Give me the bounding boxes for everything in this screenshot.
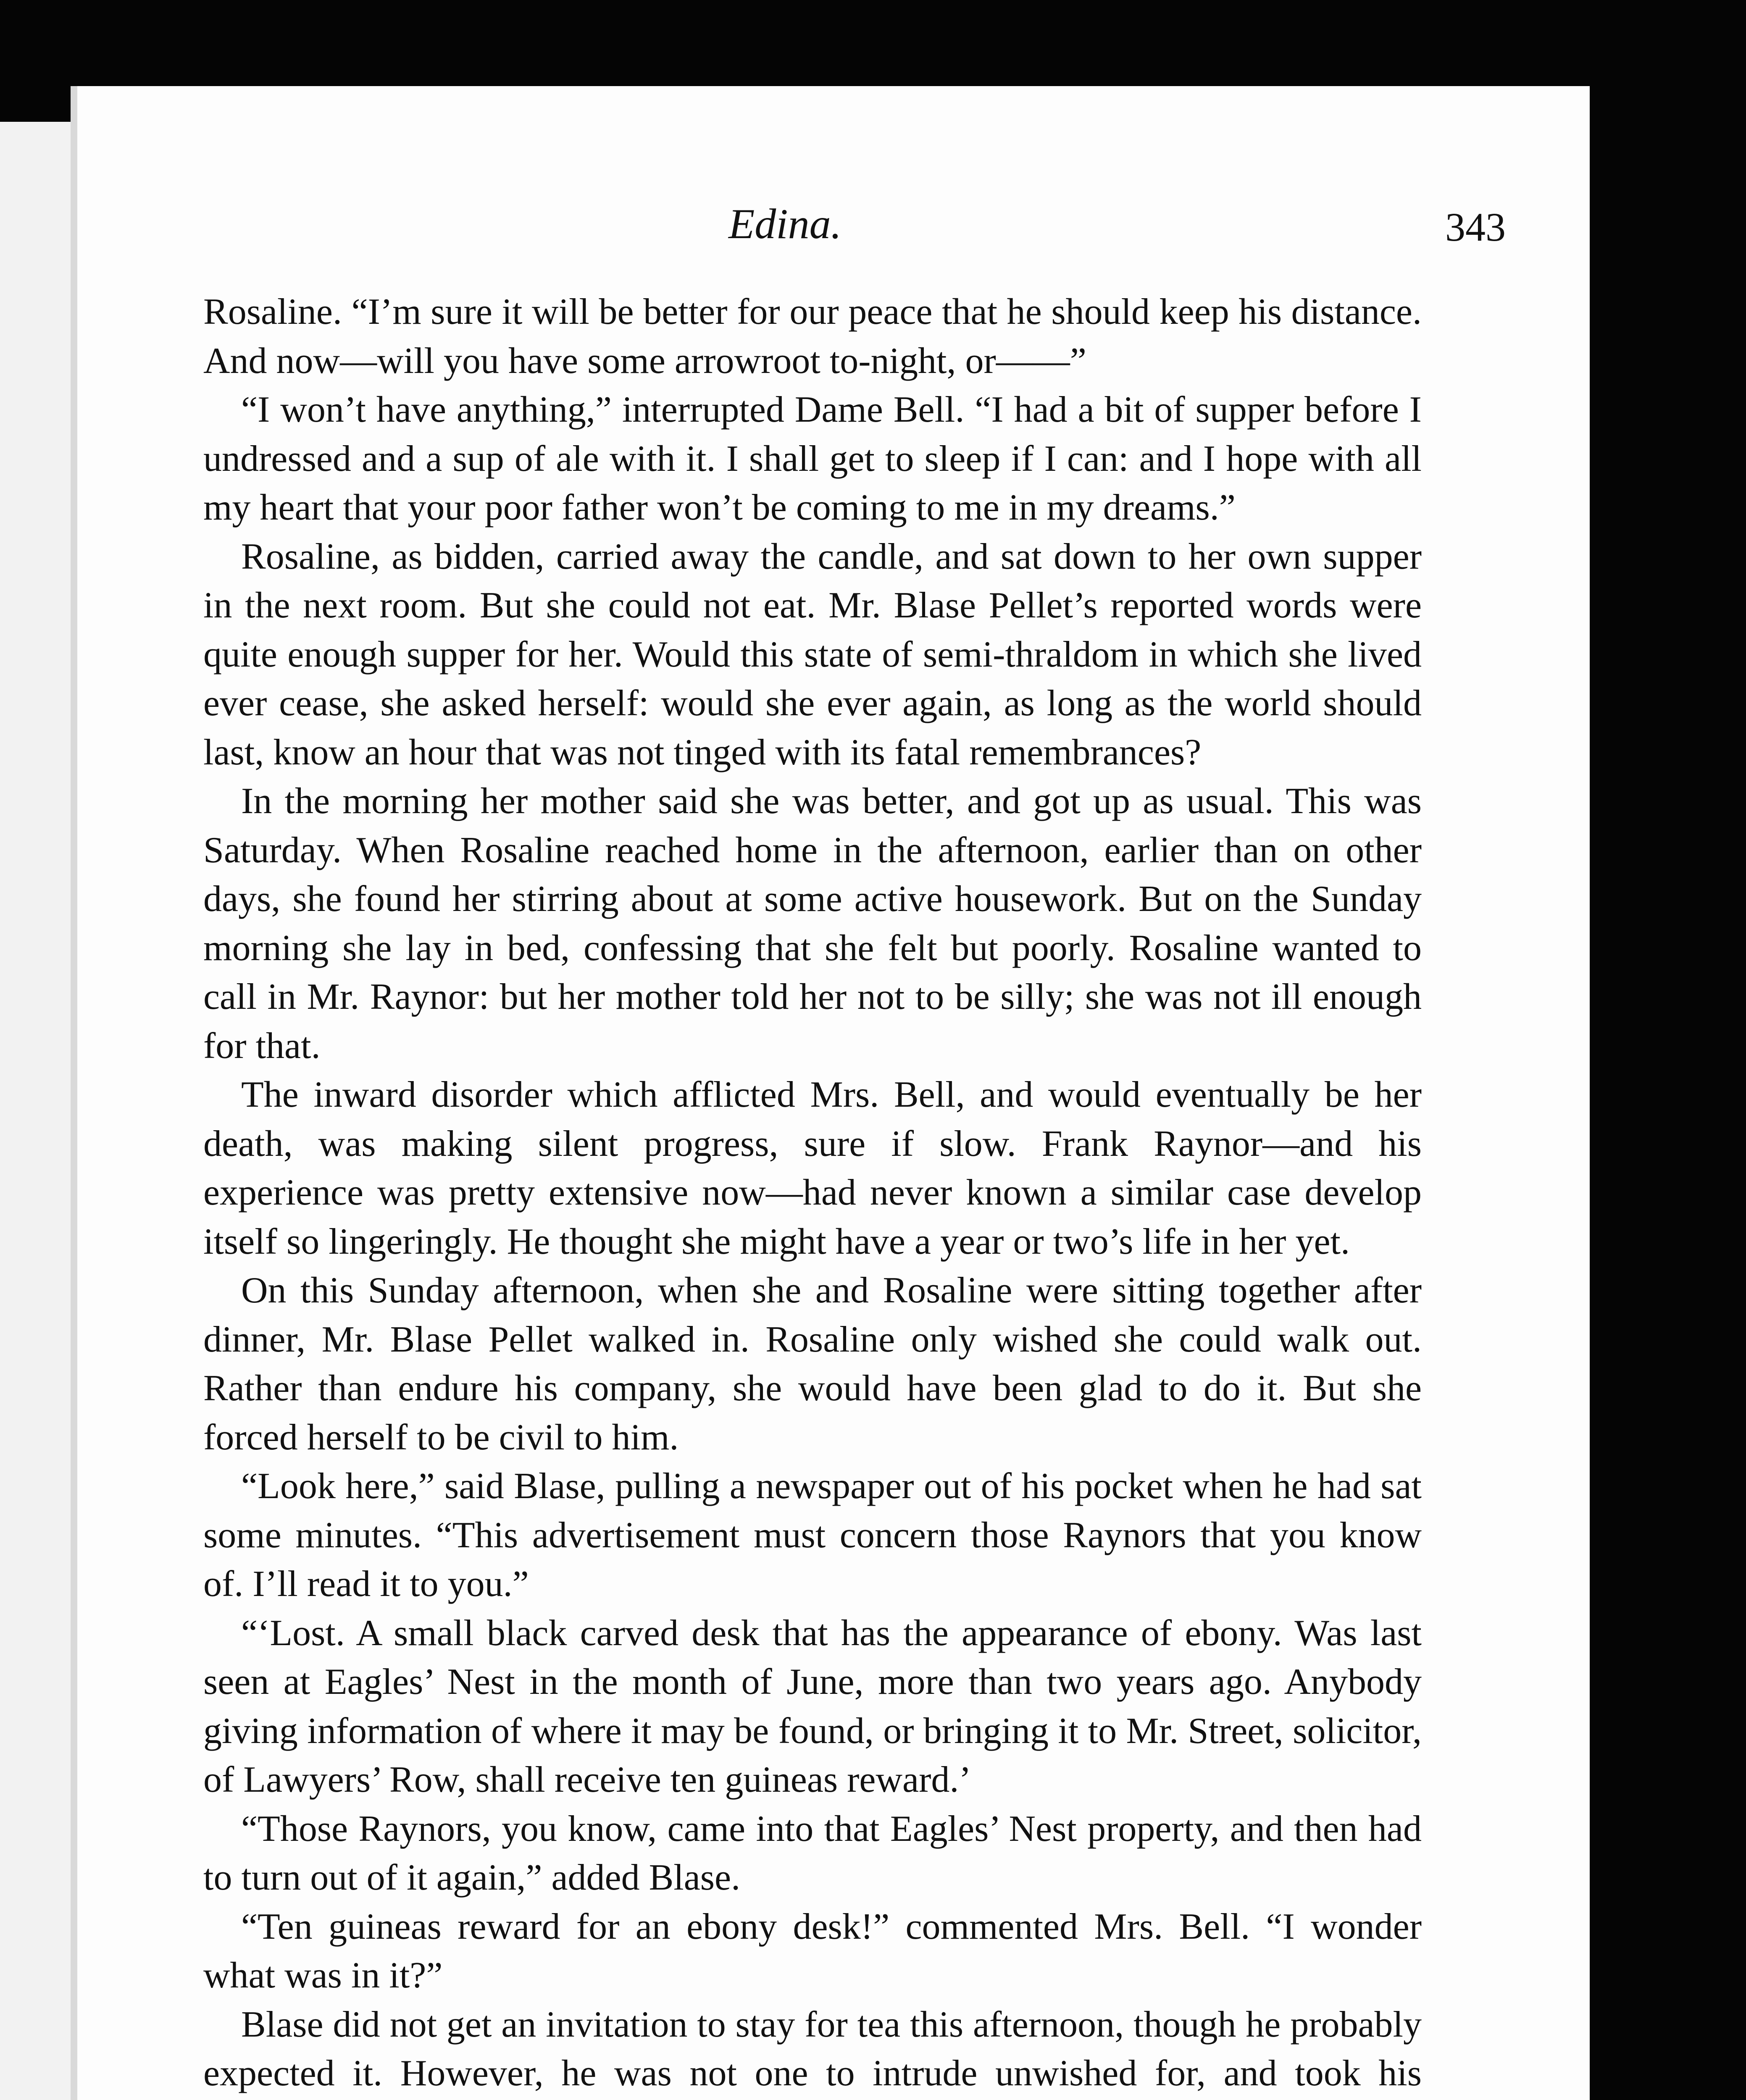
body-text [203, 288, 1422, 2100]
page-title: Edina. [728, 200, 842, 248]
paragraph: “I won’t have anything,” interrupted Dame Bell. “I had a bit of supper before I undressed and a sup of ale with it. I shall get to sleep if I can: and I hope with all my heart that your poor father won’t be coming to me in my dreams.” [203, 389, 1422, 528]
paragraph: “‘Lost. A small black carved desk that has the appearance of ebony. Was last seen at Eagles’ Nest in the month of June, more than two years ago. Anybody giving information of where it may be found, or bringing it to Mr. Street, solicitor, of Lawyers’ Row, shall receive ten guineas reward.’ [203, 1612, 1422, 1800]
paragraph: “Look here,” said Blase, pulling a newspaper out of his pocket when he had sat some minutes. “This advertisement must concern those Raynors that you know of. I’ll read it to you.” [203, 1466, 1422, 1604]
paragraph: In the morning her mother said she was better, and got up as usual. This was Saturday. When Rosaline reached home in the afternoon, earlier than on other days, she found her stirring about at some active housework. But on the Sunday morning she lay in bed, confessing that she felt but poorly. Rosaline wanted to call in Mr. Raynor: but her mother told her not to be silly; she was not ill enough for that. [203, 781, 1422, 1066]
paragraph: Blase did not get an invitation to stay for tea this afternoon, though he probably expected it. However, he was not one to intrude unwished for, and took his [203, 2004, 1422, 2094]
paragraph: The inward disorder which afflicted Mrs. Bell, and would eventually be her death, was making silent progress, sure if slow. Frank Raynor—and his experience was pretty extensive now—had never known a similar case develop itself so lingeringly. He thought she might have a year or two’s life in her yet. [203, 1074, 1422, 1262]
paragraph: “Ten guineas reward for an ebony desk!” commented Mrs. Bell. “I wonder what was in it?” [203, 1906, 1422, 1996]
book-page [71, 86, 1590, 2100]
paragraph: On this Sunday afternoon, when she and Rosaline were sitting together after dinner, Mr. Blase Pellet walked in. Rosaline only wished she could walk out. Rather than endure his company, she would have been glad to do it. But she forced herself to be civil to him. [203, 1270, 1422, 1458]
running-head [77, 200, 1506, 262]
paragraph: Rosaline, as bidden, carried away the candle, and sat down to her own supper in the next room. But she could not eat. Mr. Blase Pellet’s reported words were quite enough supper for her. Would this state of semi-thraldom in which she lived ever cease, she asked herself: would she ever again, as long as the world should last, know an hour that was not tinged with its fatal remembrances? [203, 536, 1422, 773]
paragraph: “Those Raynors, you know, came into that Eagles’ Nest property, and then had to turn out of it again,” added Blase. [203, 1808, 1422, 1898]
page-number: 343 [1445, 205, 1506, 249]
paragraph: Rosaline. “I’m sure it will be better for our peace that he should keep his distance. And now—will you have some arrowroot to-night, or——” [203, 291, 1422, 381]
